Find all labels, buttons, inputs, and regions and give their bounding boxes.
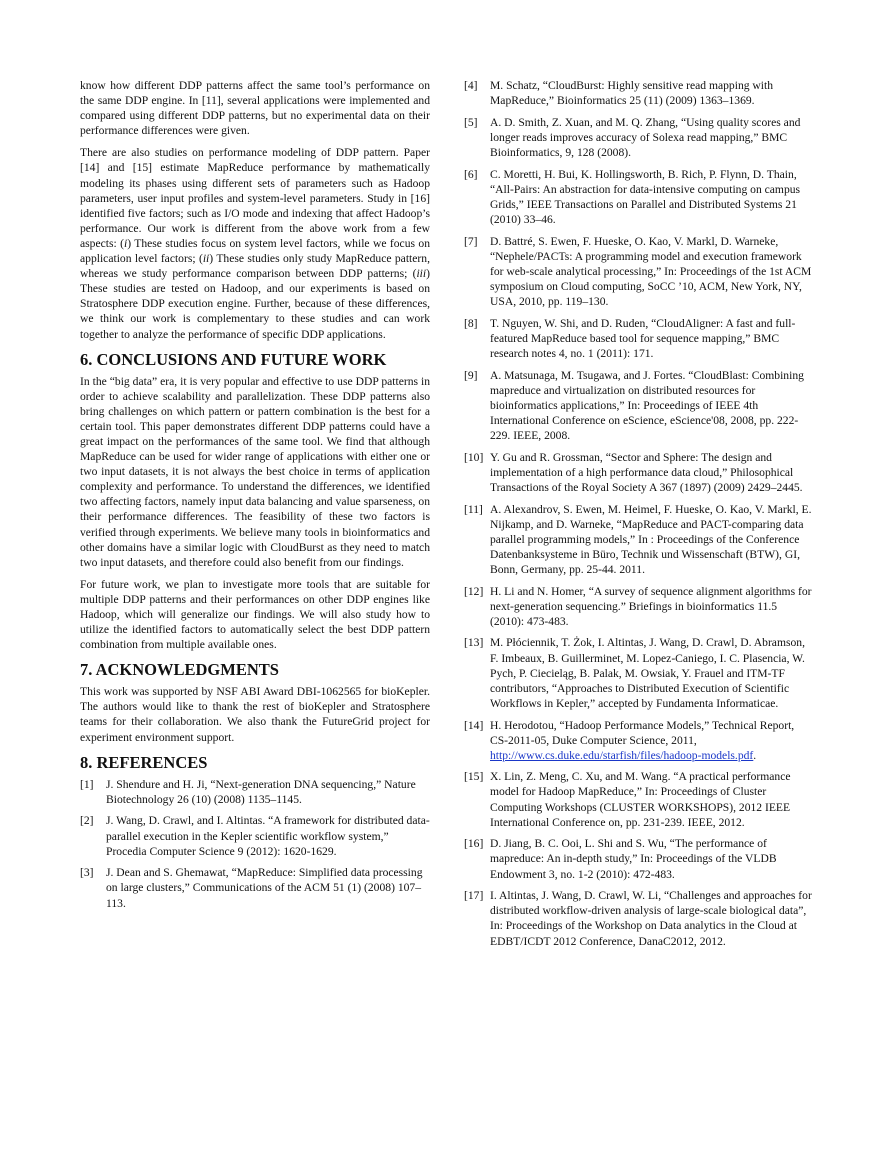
reference-item — [464, 584, 814, 629]
reference-item — [464, 115, 814, 160]
right-column — [464, 78, 814, 955]
section-heading: 8. REFERENCES — [80, 752, 208, 772]
reference-item — [464, 316, 814, 361]
reference-number: [12] — [464, 584, 484, 598]
left-column — [80, 78, 430, 917]
reference-text: A. D. Smith, Z. Xuan, and M. Q. Zhang, “Using quality scores and longer reads improves accuracy of Solexa read mapping,” BMC Bioinformatics, 9, 128 (2008). — [490, 115, 801, 159]
italic-text: i — [123, 236, 128, 250]
reference-number: [2] — [80, 814, 94, 828]
reference-text-run: . — [753, 748, 757, 762]
reference-item — [464, 769, 814, 829]
reference-text: C. Moretti, H. Bui, K. Hollingsworth, B. Rich, P. Flynn, D. Thain, “All-Pairs: An abstraction for data-intensive computing on campus Grids,” IEEE Transactions on Parallel and Distributed Systems 21 (2010) 33–46. — [490, 167, 801, 226]
reference-item — [464, 167, 814, 227]
reference-text: T. Nguyen, W. Shi, and D. Ruden, “CloudAligner: A fast and full-featured MapReduce based tool for sequence mapping,” BMC research notes 4, no. 1 (2011): 171. — [490, 316, 796, 360]
reference-text: D. Battré, S. Ewen, F. Hueske, O. Kao, V. Markl, D. Warneke, “Nephele/PACTs: A programming model and execution framework for web-scale analytical processing,” In: Proceedings of the 1st ACM symposium on Cloud computing, SoCC ’10, ACM, New York, NY, USA, 2010, pp. 119–130. — [490, 234, 812, 308]
reference-text: X. Lin, Z. Meng, C. Xu, and M. Wang. “A practical performance model for Hadoop MapReduce,” In: Proceedings of Cluster Computing Workshops (CLUSTER WORKSHOPS), 2012 IEEE International Conference on, pp. 231-239. IEEE, 2012. — [490, 770, 791, 829]
reference-text: J. Wang, D. Crawl, and I. Altintas. “A framework for distributed data-parallel execution in the Kepler scientific workflow system,” Procedia Computer Science 9 (2012): 1620-1629. — [106, 814, 430, 858]
reference-number: [5] — [464, 115, 478, 129]
reference-text: A. Matsunaga, M. Tsugawa, and J. Fortes. “CloudBlast: Combining mapreduce and virtualization on distributed resources for bioinformatics applications,” In: Proceedings of IEEE 4th International Conference on eScience, eScience'08, 2008, pp. 222-229. IEEE, 2008. — [490, 368, 804, 442]
reference-text: M. Schatz, “CloudBurst: Highly sensitive read mapping with MapReduce,” Bioinformatics 25 (11) (2009) 1363–1369. — [490, 79, 774, 108]
text-run: ) These studies only study MapReduce pattern, whereas we study performance comparison between DDP patterns; ( — [80, 252, 430, 281]
reference-text: J. Shendure and H. Ji, “Next-generation DNA sequencing,” Nature Biotechnology 26 (10) (2008) 1135–1145. — [106, 777, 416, 806]
section-heading: 7. ACKNOWLEDGMENTS — [80, 660, 279, 680]
reference-link[interactable]: http://www.cs.duke.edu/starfish/files/hadoop-models.pdf — [490, 748, 754, 762]
reference-number: [15] — [464, 770, 484, 784]
reference-item — [80, 813, 430, 858]
reference-item — [464, 450, 814, 495]
reference-item — [464, 234, 814, 309]
reference-number: [4] — [464, 79, 478, 92]
reference-text: D. Jiang, B. C. Ooi, L. Shi and S. Wu, “The performance of mapreduce: An in-depth study,” In: Proceedings of the VLDB Endowment 3, no. 1-2 (2010): 472-483. — [490, 837, 777, 881]
reference-item — [464, 635, 814, 710]
reference-number: [11] — [464, 502, 483, 516]
reference-number: [10] — [464, 450, 484, 464]
reference-number: [9] — [464, 368, 478, 382]
reference-item — [464, 888, 814, 948]
reference-number: [17] — [464, 889, 484, 903]
reference-number: [8] — [464, 316, 478, 330]
reference-number: [3] — [80, 866, 94, 880]
reference-text: Y. Gu and R. Grossman, “Sector and Sphere: The design and implementation of a high performance data cloud,” Philosophical Transactions of the Royal Society A 367 (1897) (2009) 2429–2445. — [490, 450, 803, 494]
text-run: There are also studies on performance modeling of DDP pattern. Paper [14] and [15] estimate MapReduce performance by mathematically modeling its phases using different sets of parameters such as Hadoop parameters, user input profiles and system-level parameters. Study in [16] identified five factors; such as I/O mode and indexing that affect Hadoop’s performance. Our work is different from the above work from a few aspects: ( — [80, 146, 430, 250]
reference-number: [6] — [464, 167, 478, 181]
italic-text: ii — [202, 252, 210, 266]
italic-text: iii — [416, 267, 427, 281]
body-paragraph: know how different DDP patterns affect the same tool’s performance on the same DDP engine. In [11], several applications were implemented and compared using different DDP patterns, but no experimental data on their performance differences were given. — [80, 79, 430, 138]
reference-number: [1] — [80, 777, 94, 791]
body-paragraph: This work was supported by NSF ABI Award DBI-1062565 for bioKepler. The authors would like to thank the rest of bioKepler and Stratosphere teams for their collaboration. We also thank the FutureGrid project for experiment environment support. — [80, 685, 430, 744]
body-paragraph: In the “big data” era, it is very popular and effective to use DDP patterns in order to achieve scalability and parallelization. These DDP patterns also bring challenges on which pattern or pattern combination is the best for a certain tool. This paper demonstrates different DDP patterns could have a great impact on the performances of the same tool. We find that although MapReduce can be used for wider range of applications with either one or two input datasets, it is not always the best choice in terms of application complexity and performance. To understand the differences, we identified two affecting factors, namely input data balancing and value sparseness, on their performance differences. The feasibility of these two factors is verified through experiments. We believe many tools in bioinformatics and other domains have a similar logic with CloudBurst as they need to match two input datasets, and therefore could also benefit from our findings. — [80, 374, 430, 569]
reference-number: [14] — [464, 718, 484, 732]
reference-item — [464, 836, 814, 881]
reference-text: H. Li and N. Homer, “A survey of sequence alignment algorithms for next-generation sequencing.” Briefings in bioinformatics 11.5 (2010): 473-483. — [490, 584, 812, 628]
reference-item — [80, 777, 430, 807]
reference-item — [464, 78, 814, 108]
reference-number: [13] — [464, 636, 484, 650]
body-paragraph: For future work, we plan to investigate more tools that are suitable for multiple DDP patterns and their performances on other DDP engines like Hadoop, which will generalize our findings. We will also study how to utilize the identified factors to automatically select the best DDP pattern combination from multiple available ones. — [80, 577, 430, 652]
reference-item — [464, 368, 814, 443]
body-paragraph — [80, 145, 430, 341]
reference-text: I. Altintas, J. Wang, D. Crawl, W. Li, “Challenges and approaches for distributed workflow-driven analysis of large-scale biological data”, In: Proceedings of the Workshop on Data analytics in the Cloud at EDBT/ICDT 2012 Conference, DanaC2012, 2012. — [490, 889, 812, 948]
reference-item — [464, 718, 814, 763]
reference-text: A. Alexandrov, S. Ewen, M. Heimel, F. Hueske, O. Kao, V. Markl, E. Nijkamp, and D. Warneke, “MapReduce and PACT-comparing data parallel programming models,” In : Proceedings of the Conference Datenbanksysteme in Büro, Technik und Wissenschaft (BTW), GI, Bonn, Germany, pp. 25-44. 2011. — [490, 502, 812, 576]
reference-text: M. Płóciennik, T. Żok, I. Altintas, J. Wang, D. Crawl, D. Abramson, F. Imbeaux, B. Guillerminet, M. Lopez-Caniego, I. C. Plasencia, W. Pych, P. Ciecieląg, B. Palak, M. Owsiak, Y. Frauel and ITM-TF contributors, “Approaches to Distributed Execution of Scientific Workflows in Kepler,” accepted by Fundamenta Informaticae. — [490, 636, 805, 710]
text-run: ) These studies are tested on Hadoop, and our experiments is based on Stratosphere DDP execution engine. Further, because of these differences, we think our work is complementary to these studies and can work together to analyze the performance of specific DDP applications. — [80, 267, 430, 341]
section-heading: 6. CONCLUSIONS AND FUTURE WORK — [80, 349, 387, 369]
reference-text-run: H. Herodotou, “Hadoop Performance Models,” Technical Report, CS-2011-05, Duke Computer Science, 2011, — [490, 718, 795, 747]
reference-text: J. Dean and S. Ghemawat, “MapReduce: Simplified data processing on large clusters,” Communications of the ACM 51 (1) (2008) 107–113. — [106, 866, 423, 910]
reference-item — [80, 865, 430, 910]
reference-text — [490, 718, 814, 763]
reference-item — [464, 502, 814, 577]
reference-number: [16] — [464, 837, 484, 851]
text-run: ) These studies focus on system level factors, while we focus on application level factors; ( — [80, 236, 430, 266]
reference-number: [7] — [464, 234, 478, 248]
